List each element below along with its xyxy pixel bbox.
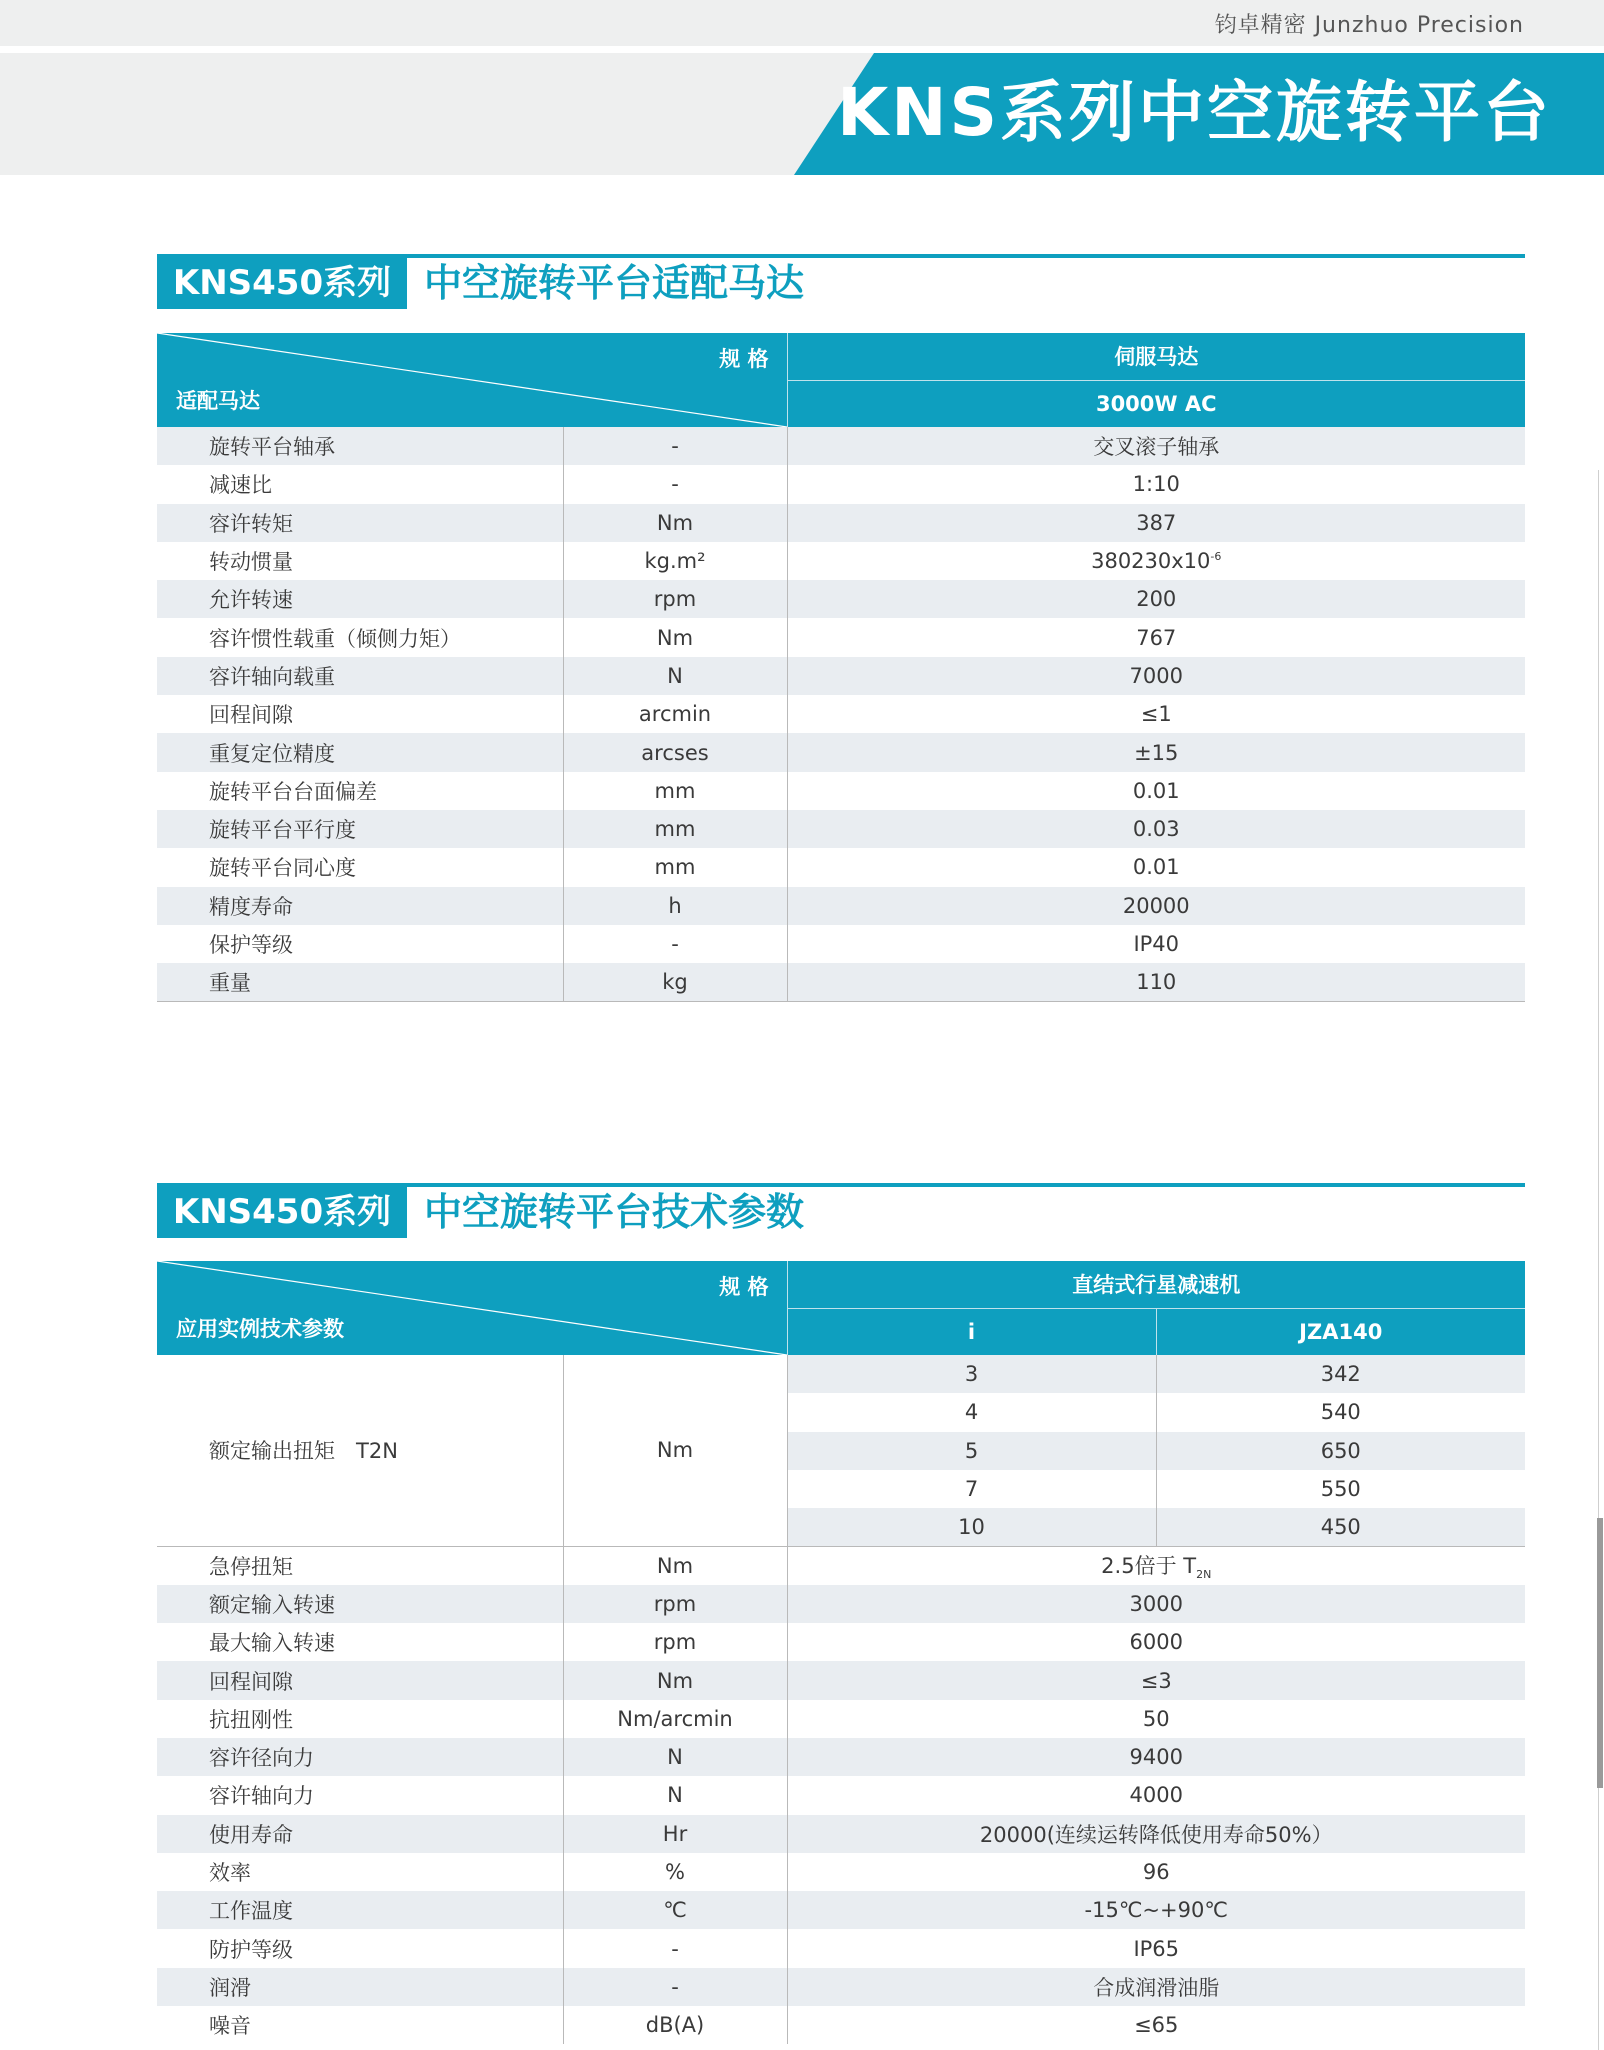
ratio-value: 10	[787, 1508, 1156, 1546]
row-unit: mm	[563, 810, 787, 848]
row-value: ≤3	[1140, 1668, 1172, 1693]
row-value	[787, 1546, 1525, 1584]
row-unit: N	[563, 1776, 787, 1814]
row-value: 合成润滑油脂	[1093, 1975, 1220, 2000]
section-tag: KNS450系列	[157, 257, 407, 309]
row-value: 4000	[1129, 1783, 1183, 1808]
table-row	[157, 1968, 1525, 2006]
row-value: 20000(连续运转降低使用寿命50%）	[979, 1822, 1333, 1847]
row-value: IP65	[1133, 1936, 1180, 1961]
table-row	[157, 2006, 1525, 2044]
row-name: 最大输入转速	[209, 1631, 335, 1656]
section-tag: KNS450系列	[157, 1186, 407, 1238]
corner-row-label: 适配马达	[176, 389, 260, 413]
row-value	[787, 733, 1525, 771]
ratio-column-header: i	[787, 1308, 1156, 1355]
ratio-value: 5	[787, 1432, 1156, 1470]
row-value	[787, 542, 1525, 580]
row-unit: ℃	[563, 1891, 787, 1929]
row-name: 容许径向力	[209, 1746, 314, 1771]
row-value-text: 200	[1136, 587, 1177, 612]
row-value-text: 交叉滚子轴承	[1093, 435, 1220, 460]
row-unit: rpm	[563, 580, 787, 618]
table-row	[157, 1700, 1525, 1738]
row-unit: Nm	[563, 504, 787, 542]
row-value-text: IP40	[1133, 932, 1180, 956]
corner-spec-label: 规 格	[719, 1275, 769, 1299]
row-value: 9400	[1129, 1745, 1183, 1770]
section-title: 中空旋转平台适配马达	[424, 261, 805, 305]
row-name: 额定输入转速	[209, 1592, 335, 1617]
table-row	[157, 618, 1525, 656]
table-row	[157, 1585, 1525, 1623]
row-value-text: 0.01	[1132, 855, 1180, 880]
page-edge	[1598, 470, 1599, 2050]
row-unit: Nm	[563, 1546, 787, 1584]
table-row	[157, 580, 1525, 618]
table-row	[157, 1738, 1525, 1776]
row-unit: h	[563, 887, 787, 925]
row-name: 容许轴向力	[209, 1784, 314, 1809]
corner-row-label: 应用实例技术参数	[176, 1317, 344, 1341]
table-row	[157, 465, 1525, 503]
row-name: 润滑	[209, 1975, 251, 2000]
torque-value: 650	[1156, 1432, 1525, 1470]
table-row	[157, 1853, 1525, 1891]
corner-spec-label: 规 格	[719, 347, 769, 371]
row-value-text: 110	[1136, 970, 1177, 995]
ratio-value: 3	[787, 1355, 1156, 1393]
row-value	[787, 772, 1525, 810]
row-name: 重复定位精度	[209, 741, 335, 766]
row-value	[787, 657, 1525, 695]
row-value-subscript: 2N	[1196, 1568, 1212, 1582]
row-value-text: 380230x10	[1091, 549, 1211, 574]
row-value-text: ≤1	[1140, 702, 1172, 727]
row-value-exponent: -6	[1210, 550, 1222, 564]
row-unit: kg.m²	[563, 542, 787, 580]
row-name: 急停扭矩	[209, 1554, 293, 1579]
row-unit: N	[563, 657, 787, 695]
row-name: 回程间隙	[209, 703, 293, 728]
model-column-header: JZA140	[1156, 1308, 1525, 1355]
row-value-text: 0.01	[1132, 778, 1180, 803]
reducer-type-header: 直结式行星减速机	[787, 1261, 1525, 1308]
row-value-text: 1:10	[1132, 472, 1180, 497]
motor-spec-table	[157, 333, 1525, 1002]
row-value	[787, 618, 1525, 656]
table-row	[157, 848, 1525, 886]
row-name: 容许惯性载重（倾侧力矩）	[209, 626, 461, 651]
table-corner-header	[157, 1261, 787, 1355]
section-title: 中空旋转平台技术参数	[424, 1190, 805, 1234]
row-value	[787, 887, 1525, 925]
row-value	[787, 580, 1525, 618]
row-unit: rpm	[563, 1585, 787, 1623]
row-value: ≤65	[1134, 2013, 1179, 2038]
table-row	[157, 1661, 1525, 1699]
row-unit: -	[563, 1968, 787, 2006]
table-row	[157, 887, 1525, 925]
row-unit: -	[563, 465, 787, 503]
torque-value: 342	[1156, 1355, 1525, 1393]
torque-value: 550	[1156, 1470, 1525, 1508]
row-value-text: 7000	[1129, 663, 1183, 688]
table-row	[157, 963, 1525, 1001]
ratio-value: 4	[787, 1393, 1156, 1431]
row-name: 转动惯量	[209, 550, 293, 575]
row-value	[787, 925, 1525, 963]
row-name: 重量	[209, 971, 251, 996]
table-corner-header	[157, 333, 787, 427]
row-name: 防护等级	[209, 1937, 293, 1962]
row-name: 旋转平台同心度	[209, 856, 356, 881]
row-value-text: 20000	[1122, 893, 1190, 918]
row-unit: rpm	[563, 1623, 787, 1661]
table-row	[157, 695, 1525, 733]
row-name: 额定输出扭矩 T2N	[157, 1355, 563, 1546]
row-value-text: 2.5倍于 T	[1101, 1554, 1197, 1579]
row-unit: N	[563, 1738, 787, 1776]
row-name: 旋转平台台面偏差	[209, 779, 377, 804]
row-value-text: 387	[1136, 510, 1177, 535]
row-value	[787, 504, 1525, 542]
row-unit: kg	[563, 963, 787, 1001]
table-row	[157, 925, 1525, 963]
table-row	[157, 1546, 1525, 1584]
row-unit: mm	[563, 772, 787, 810]
torque-value: 450	[1156, 1508, 1525, 1546]
row-name: 精度寿命	[209, 894, 293, 919]
scrollbar-thumb[interactable]	[1597, 1518, 1603, 1788]
row-name: 保护等级	[209, 933, 293, 957]
motor-type-header: 伺服马达	[787, 333, 1525, 380]
row-value	[787, 963, 1525, 1001]
torque-ratio-row	[157, 1355, 1525, 1393]
row-name: 工作温度	[209, 1899, 293, 1924]
row-name: 噪音	[209, 2014, 251, 2039]
row-name: 使用寿命	[209, 1822, 293, 1847]
row-name: 旋转平台平行度	[209, 818, 356, 843]
table-row	[157, 1929, 1525, 1967]
row-value	[787, 848, 1525, 886]
row-unit: -	[563, 427, 787, 465]
ratio-value: 7	[787, 1470, 1156, 1508]
tech-spec-table	[157, 1261, 1525, 2044]
table-row	[157, 772, 1525, 810]
row-value: 50	[1142, 1706, 1170, 1731]
row-value-text: 767	[1136, 625, 1177, 650]
table-row	[157, 542, 1525, 580]
row-unit: Hr	[563, 1815, 787, 1853]
top-bar	[0, 0, 1604, 46]
table-row	[157, 1776, 1525, 1814]
row-name: 容许转矩	[209, 511, 293, 536]
row-value-text: 0.03	[1132, 817, 1180, 842]
row-value	[787, 695, 1525, 733]
row-unit: arcses	[563, 733, 787, 771]
row-unit: dB(A)	[563, 2006, 787, 2044]
torque-value: 540	[1156, 1393, 1525, 1431]
brand-name: 钧卓精密 Junzhuo Precision	[1214, 13, 1524, 38]
row-unit: mm	[563, 848, 787, 886]
row-value	[787, 465, 1525, 503]
row-value: 6000	[1129, 1630, 1183, 1655]
row-value	[787, 427, 1525, 465]
row-name: 回程间隙	[209, 1669, 293, 1694]
row-name: 抗扭刚性	[209, 1707, 293, 1732]
row-name: 减速比	[209, 473, 272, 498]
table-row	[157, 1623, 1525, 1661]
table-row	[157, 733, 1525, 771]
table-row	[157, 657, 1525, 695]
row-unit: Nm/arcmin	[563, 1700, 787, 1738]
table-row	[157, 1815, 1525, 1853]
row-unit: Nm	[563, 1661, 787, 1699]
table-row	[157, 810, 1525, 848]
row-value: 96	[1142, 1860, 1170, 1884]
row-unit: Nm	[563, 1355, 787, 1546]
table-row	[157, 1891, 1525, 1929]
page-title: KNS系列中空旋转平台	[837, 74, 1552, 151]
row-value-text: ±15	[1134, 740, 1179, 765]
row-value: 3000	[1129, 1591, 1183, 1616]
row-unit: arcmin	[563, 695, 787, 733]
row-name: 允许转速	[209, 588, 293, 613]
row-unit: %	[563, 1853, 787, 1891]
row-unit: Nm	[563, 618, 787, 656]
row-name: 旋转平台轴承	[209, 435, 335, 460]
row-value	[787, 810, 1525, 848]
table-row	[157, 427, 1525, 465]
row-name: 效率	[209, 1861, 251, 1885]
row-unit: -	[563, 1929, 787, 1967]
row-value: -15℃~+90℃	[1084, 1898, 1228, 1923]
table-row	[157, 504, 1525, 542]
row-name: 容许轴向载重	[209, 664, 335, 689]
row-unit: -	[563, 925, 787, 963]
motor-power-header: 3000W AC	[787, 380, 1525, 427]
